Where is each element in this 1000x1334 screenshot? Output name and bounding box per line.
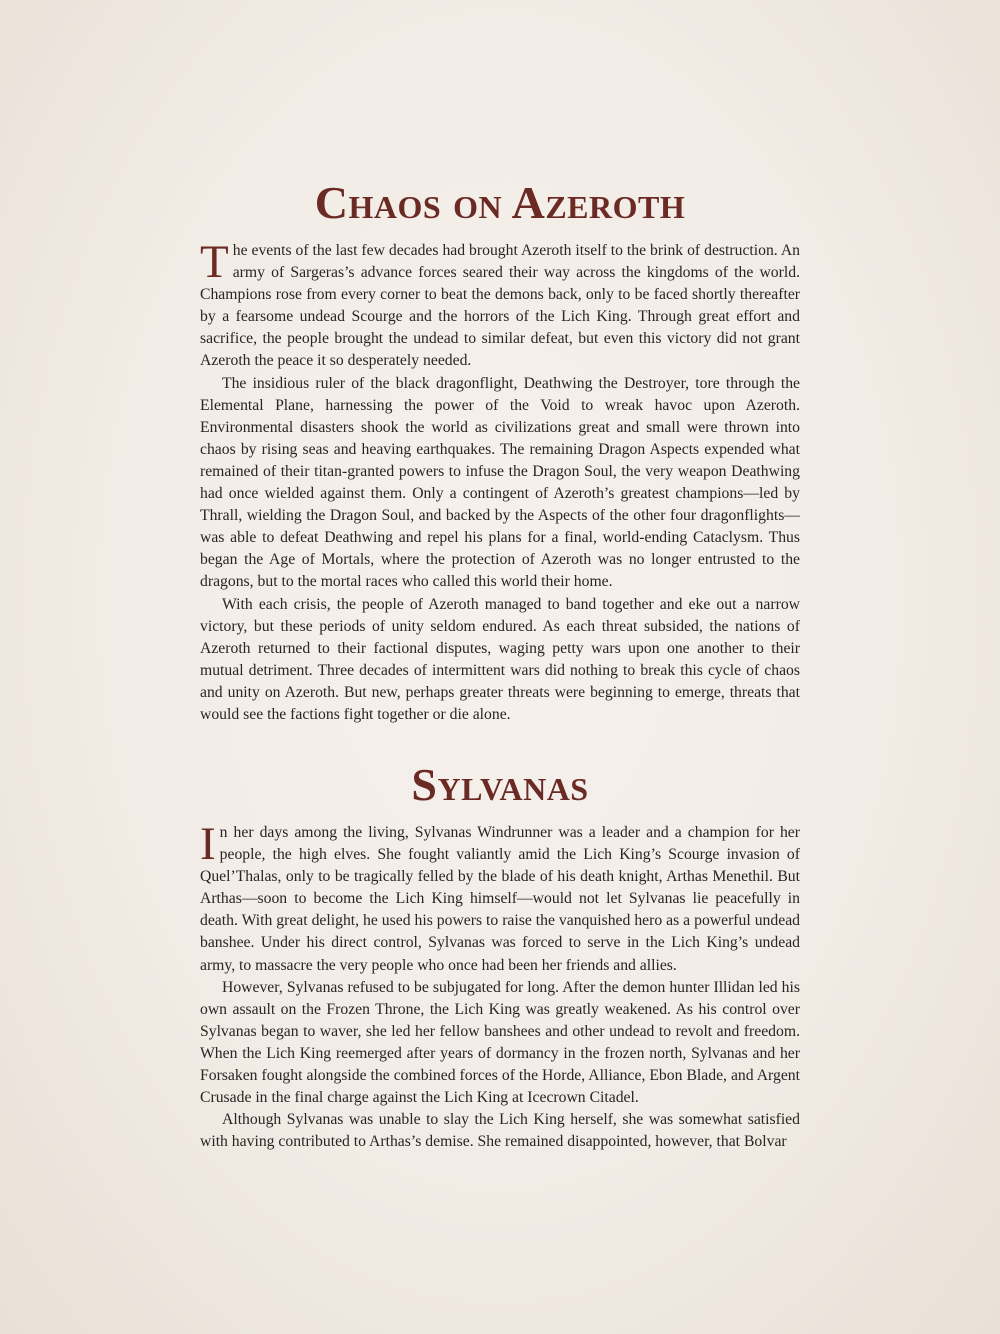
paragraph: However, Sylvanas refused to be subjugated for long. After the demon hunter Illidan led his own assault on the Frozen Throne, the Lich King was greatly weakened. As his control over Sylvanas began to waver, she led her fellow banshees and other undead to revolt and freedom. When the Lich King reemerged after years of dormancy in the frozen north, Sylvanas and her Forsaken fought alongside the combined forces of the Horde, Alliance, Ebon Blade, and Argent Crusade in the final charge against the Lich King at Icecrown Citadel. <box>200 978 800 1107</box>
paragraph: Although Sylvanas was unable to slay the Lich King herself, she was somewhat satisfied with having contributed to Arthas’s demise. She remained disappointed, however, that Bolvar <box>200 1111 800 1151</box>
section-body-sylvanas <box>200 818 800 1153</box>
section-body-chaos-on-azeroth <box>200 236 800 726</box>
paragraph <box>200 236 800 373</box>
paragraph-text: he events of the last few decades had brought Azeroth itself to the brink of destruction. An army of Sargeras’s advance forces seared their way across the kingdoms of the world. Champions rose from every corner to beat the demons back, only to be faced shortly thereafter by a fearsome undead Scourge and the horrors of the Lich King. Through great effort and sacrifice, the people brought the undead to similar defeat, but even this victory did not grant Azeroth the peace it so desperately needed. <box>200 242 800 370</box>
paragraph-text: n her days among the living, Sylvanas Windrunner was a leader and a champion for her people, the high elves. She fought valiantly amid the Lich King’s Scourge invasion of Quel’Thalas, only to be tragically felled by the blade of his death knight, Arthas Menethil. But Arthas—soon to become the Lich King himself—would not let Sylvanas lie peacefully in death. With great delight, he used his powers to raise the vanquished hero as a powerful undead banshee. Under his direct control, Sylvanas was forced to serve in the Lich King’s undead army, to massacre the very people who once had been her friends and allies. <box>200 824 800 974</box>
paragraph: The insidious ruler of the black dragonflight, Deathwing the Destroyer, tore through the Elemental Plane, harnessing the power of the Void to wreak havoc upon Azeroth. Environmental disasters shook the world as civilizations great and small were thrown into chaos by rising seas and heaving earthquakes. The remaining Dragon Aspects expended what remained of their titan-granted powers to infuse the Dragon Soul, the very weapon Deathwing had once wielded against them. Only a contingent of Azeroth’s greatest champions—led by Thrall, wielding the Dragon Soul, and backed by the Aspects of the other four dragonflights—was able to defeat Deathwing and repel his plans for a final, world-ending Cataclysm. Thus began the Age of Mortals, where the protection of Azeroth was no longer entrusted to the dragons, but to the mortal races who called this world their home. <box>200 374 800 591</box>
drop-cap-letter: I <box>200 818 216 870</box>
drop-cap-letter: T <box>200 236 229 288</box>
section-title-chaos-on-azeroth: Chaos on Azeroth <box>314 177 686 228</box>
section-title-sylvanas: Sylvanas <box>411 759 589 810</box>
paragraph: With each crisis, the people of Azeroth managed to band together and eke out a narrow victory, but these periods of unity seldom endured. As each threat subsided, the nations of Azeroth returned to their factional disputes, waging petty wars upon one another to their mutual detriment. Three decades of intermittent wars did nothing to break this cycle of chaos and unity on Azeroth. But new, perhaps greater threats were beginning to emerge, threats that would see the factions fight together or die alone. <box>200 595 800 723</box>
paragraph <box>200 818 800 977</box>
